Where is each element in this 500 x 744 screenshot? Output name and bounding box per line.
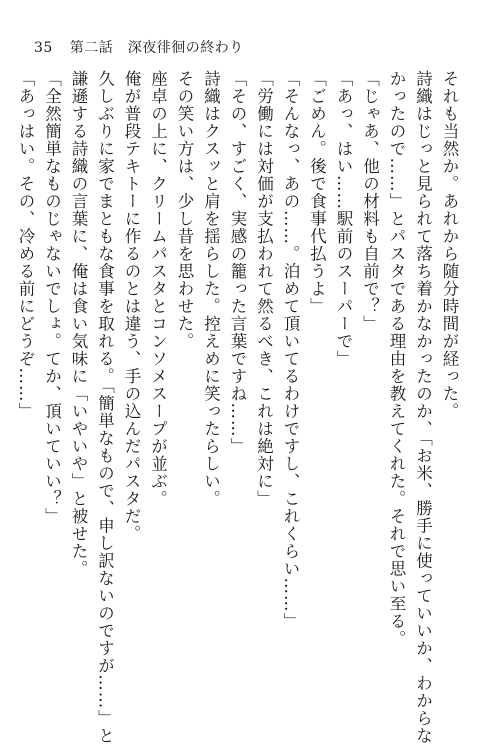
- text-line: 詩織はクスッと肩を揺らした。控えめに笑ったらしい。: [201, 70, 221, 508]
- text-line: 「その、すごく、実感の籠った言葉ですね……」: [228, 70, 247, 455]
- text-line: 「そんなっ、あの……。泊めて頂いてるわけですし、これくらい……」: [281, 70, 300, 630]
- page-number: 35: [34, 40, 53, 56]
- text-line: 「労働には対価が支払われて然るべき、これは絶対に」: [254, 70, 274, 508]
- text-line: 「あっはい。その、冷める前にどうぞ……」: [16, 70, 35, 420]
- text-line: 謙遜する詩織の言葉に、俺は食い気味に「いやいや」と被せた。: [69, 70, 88, 578]
- vertical-text-body: [16, 70, 462, 744]
- text-line: 俺が普段テキトーに作るのとは違う、手の込んだパスタだ。: [122, 70, 141, 543]
- text-line: 久しぶりに家でまともな食事を取れる。「簡単なもので、申し訳ないのですが……」と: [95, 70, 115, 744]
- running-header: [34, 37, 244, 57]
- text-line: 「全然簡単なものじゃないでしょ。てか、頂いていい？」: [42, 70, 62, 525]
- chapter-title: 第二話 深夜徘徊の終わり: [69, 40, 244, 56]
- text-line: 「あっ、はい……駅前のスーパーで」: [334, 70, 353, 368]
- text-line: その笑い方は、少し昔を思わせた。: [175, 70, 194, 350]
- text-line: 座卓の上に、クリームパスタとコンソメスープが並ぶ。: [148, 70, 168, 508]
- text-line: それも当然か。あれから随分時間が経った。: [440, 70, 459, 420]
- text-line: 「じゃあ、他の材料も自前で？」: [360, 70, 380, 333]
- text-line: 「ごめん。後で食事代払うよ」: [307, 70, 327, 315]
- text-line: かったので……」とパスタである理由を教えてくれた。それで思い至る。: [387, 70, 406, 648]
- text-line: 詩織はじっと見られて落ち着かなかったのか、「お米、勝手に使っていいか、わからな: [413, 70, 433, 744]
